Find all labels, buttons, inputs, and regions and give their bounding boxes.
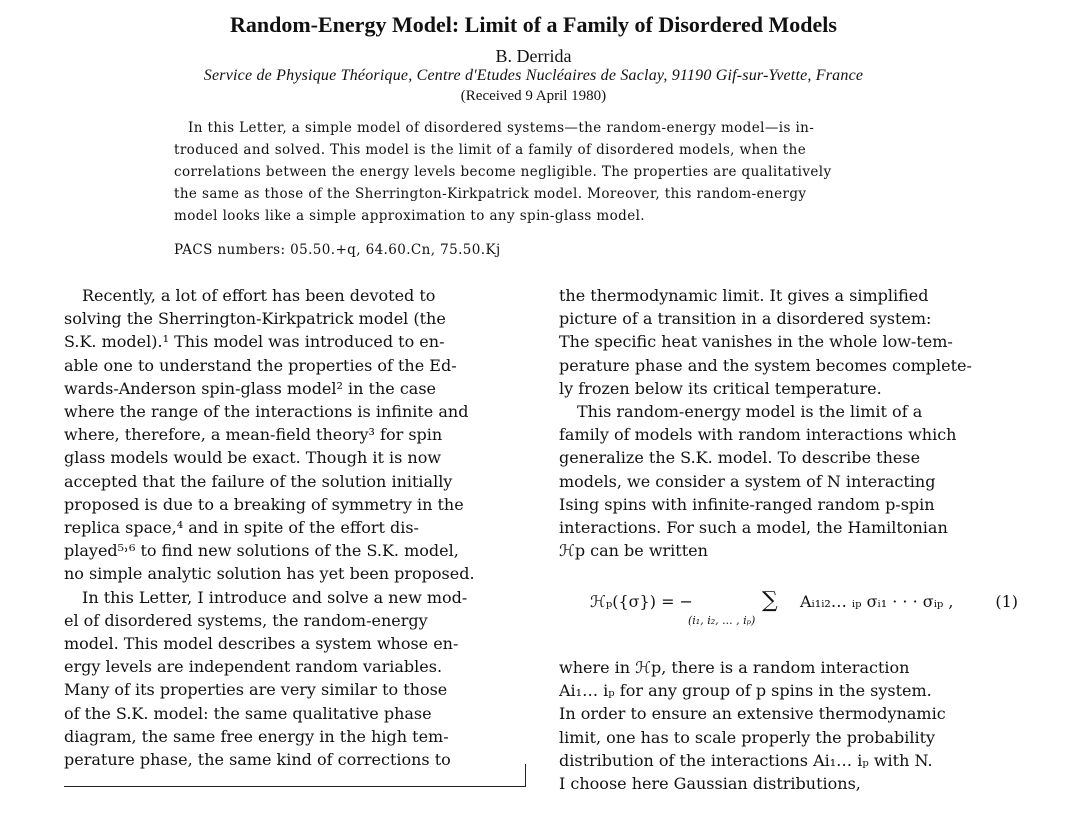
summation-subscript: (i₁, i₂, ... , iₚ) (688, 614, 756, 627)
body-line: limit, one has to scale properly the probability (559, 727, 936, 747)
body-line: glass models would be exact. Though it is now (64, 448, 442, 468)
body-line: where, therefore, a mean-field theory³ for spin (64, 425, 443, 445)
body-line: This random-energy model is the limit of a (577, 402, 923, 422)
body-line: played⁵˒⁶ to find new solutions of the S.K. model, (64, 541, 459, 561)
body-line: accepted that the failure of the solution initially (64, 471, 453, 491)
body-line: replica space,⁴ and in spite of the effort dis- (64, 518, 419, 538)
abstract-line: correlations between the energy levels become negligible. The properties are qualitatively (174, 164, 832, 180)
body-line: where in ℋp, there is a random interaction (559, 658, 910, 677)
body-line: ℋp can be written (559, 541, 708, 561)
body-line: The specific heat vanishes in the whole low-tem- (559, 332, 953, 352)
body-line: family of models with random interactions which (559, 425, 957, 445)
body-line: ergy levels are independent random variables. (64, 657, 443, 677)
body-line: perature phase, the same kind of corrections to (64, 750, 451, 770)
body-line: Many of its properties are very similar to those (64, 680, 448, 700)
body-line: I choose here Gaussian distributions, (559, 774, 861, 794)
body-line: able one to understand the properties of the Ed- (64, 355, 457, 375)
body-line: generalize the S.K. model. To describe these (559, 448, 921, 468)
body-line: of the S.K. model: the same qualitative phase (64, 703, 432, 723)
body-line: picture of a transition in a disordered system: (559, 309, 932, 329)
author: B. Derrida (495, 46, 572, 66)
body-line: model. This model describes a system whose en- (64, 634, 459, 654)
body-line: Ising spins with infinite-ranged random p-spin (559, 494, 935, 514)
body-line: distribution of the interactions Ai₁… iₚ with N. (559, 750, 933, 770)
paper-title: Random-Energy Model: Limit of a Family of Disordered Models (230, 12, 837, 37)
body-line: el of disordered systems, the random-energy (64, 610, 428, 630)
right-column-top (559, 284, 1039, 562)
body-line: wards-Anderson spin-glass model² in the case (64, 378, 436, 398)
body-line: no simple analytic solution has yet been proposed. (64, 564, 475, 584)
body-line: Ai₁… iₚ for any group of p spins in the system. (559, 681, 932, 701)
column-end-tick (525, 764, 526, 787)
equation-1 (590, 590, 1030, 630)
body-line: the thermodynamic limit. It gives a simplified (559, 286, 929, 305)
body-line: proposed is due to a breaking of symmetry in the (64, 494, 464, 514)
summation-symbol: ∑ (762, 588, 778, 613)
equation-number: (1) (995, 592, 1018, 611)
body-line: S.K. model).¹ This model was introduced to en- (64, 332, 445, 352)
pacs-numbers: PACS numbers: 05.50.+q, 64.60.Cn, 75.50.Kj (174, 242, 501, 258)
body-line: perature phase and the system becomes complete- (559, 355, 972, 375)
left-column (64, 284, 534, 771)
body-line: where the range of the interactions is infinite and (64, 402, 469, 422)
body-line: models, we consider a system of N interacting (559, 471, 936, 491)
abstract (174, 117, 934, 227)
body-line: In order to ensure an extensive thermodynamic (559, 704, 946, 724)
body-line: In this Letter, I introduce and solve a new mod- (82, 587, 468, 607)
body-line: Recently, a lot of effort has been devoted to (82, 286, 436, 305)
abstract-line: In this Letter, a simple model of disordered systems—the random-energy model—is in- (188, 120, 815, 136)
abstract-line: the same as those of the Sherrington-Kirkpatrick model. Moreover, this random-energy (174, 186, 807, 202)
equation-lhs: ℋₚ({σ}) = − (590, 592, 693, 611)
received-date: (Received 9 April 1980) (460, 88, 607, 104)
abstract-line: troduced and solved. This model is the limit of a family of disordered models, when the (174, 142, 807, 158)
right-column-bottom (559, 656, 1039, 795)
abstract-line: model looks like a simple approximation to any spin-glass model. (174, 208, 645, 224)
body-line: diagram, the same free energy in the high tem- (64, 726, 449, 746)
column-end-rule (64, 786, 526, 787)
affiliation: Service de Physique Théorique, Centre d'Etudes Nucléaires de Saclay, 91190 Gif-sur-Yvette, France (203, 67, 864, 84)
body-line: interactions. For such a model, the Hamiltonian (559, 518, 948, 538)
equation-rhs: Aᵢ₁ᵢ₂… ᵢₚ σᵢ₁ · · · σᵢₚ , (800, 592, 954, 611)
body-line: ly frozen below its critical temperature. (559, 378, 882, 398)
body-line: solving the Sherrington-Kirkpatrick model (the (64, 309, 446, 329)
